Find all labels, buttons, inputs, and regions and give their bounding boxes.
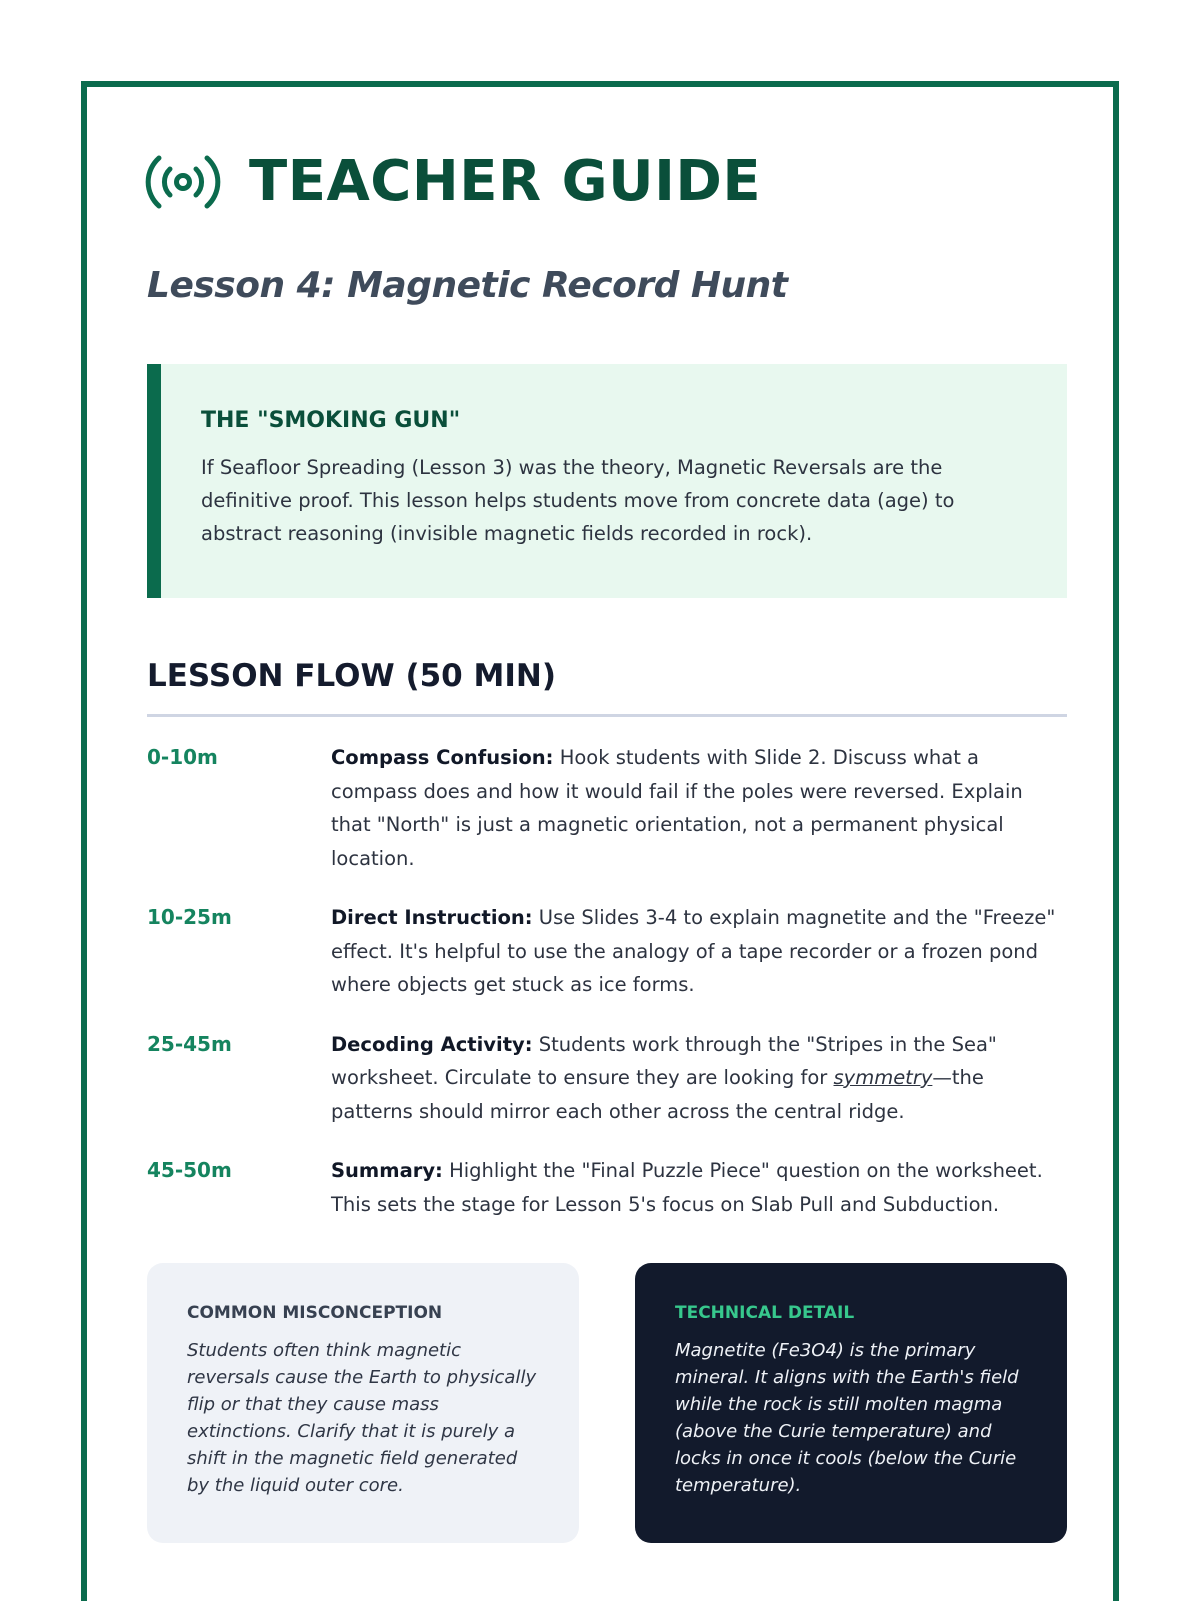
info-cards bbox=[147, 1263, 1067, 1543]
flow-label: Decoding Activity: bbox=[331, 1032, 533, 1056]
flow-time: 45-50m bbox=[147, 1158, 232, 1182]
flow-text: —the patterns should mirror each other across the central ridge. bbox=[331, 1066, 984, 1123]
flow-description bbox=[331, 1154, 1067, 1221]
flow-label: Summary: bbox=[331, 1159, 443, 1182]
technical-detail-heading: TECHNICAL DETAIL bbox=[675, 1303, 855, 1323]
flow-label: Compass Confusion: bbox=[331, 746, 554, 769]
flow-row bbox=[147, 1028, 1067, 1129]
callout-heading: THE "SMOKING GUN" bbox=[201, 408, 461, 433]
flow-text: Use Slides 3-4 to explain magnetite and the "Freeze" effect. It's helpful to use the analogy of a tape recorder or a frozen pond where objects get stuck as ice forms. bbox=[331, 906, 1056, 996]
flow-emphasis: symmetry bbox=[833, 1066, 933, 1089]
lesson-subtitle: Lesson 4: Magnetic Record Hunt bbox=[147, 265, 788, 306]
flow-description bbox=[331, 901, 1067, 1002]
page-title: TEACHER GUIDE bbox=[249, 149, 762, 214]
technical-detail-card bbox=[635, 1263, 1067, 1543]
flow-text: Highlight the "Final Puzzle Piece" question on the worksheet. This sets the stage for Lesson 5's focus on Slab Pull and Subduction. bbox=[331, 1159, 1043, 1216]
flow-row bbox=[147, 741, 1067, 875]
flow-text: Students work through the "Stripes in the Sea" worksheet. Circulate to ensure they are looking for bbox=[331, 1032, 997, 1089]
flow-time: 0-10m bbox=[147, 745, 218, 769]
callout-body: If Seafloor Spreading (Lesson 3) was the theory, Magnetic Reversals are the definitive proof. This lesson helps students move from concrete data (age) to abstract reasoning (invisible magnetic fields recorded in rock). bbox=[201, 456, 955, 545]
flow-row bbox=[147, 1154, 1067, 1221]
broadcast-icon bbox=[145, 152, 221, 212]
flow-label: Direct Instruction: bbox=[331, 906, 533, 929]
misconception-body: Students often think magnetic reversals cause the Earth to physically flip or that they cause mass extinctions. Clarify that it is purely a shift in the magnetic field generated by the liquid outer core. bbox=[187, 1340, 537, 1496]
misconception-card bbox=[147, 1263, 579, 1543]
smoking-gun-callout bbox=[147, 364, 1067, 598]
lesson-flow-heading: LESSON FLOW (50 MIN) bbox=[147, 658, 1067, 717]
misconception-heading: COMMON MISCONCEPTION bbox=[187, 1303, 443, 1323]
technical-detail-body: Magnetite (Fe3O4) is the primary mineral. It aligns with the Earth's field while the rock is still molten magma (above the Curie temperature) and locks in once it cools (below the Curie temperature). bbox=[675, 1340, 1019, 1496]
flow-time: 25-45m bbox=[147, 1031, 232, 1056]
page-frame bbox=[81, 81, 1119, 1601]
lesson-flow-list bbox=[147, 741, 1067, 1221]
flow-description bbox=[331, 1028, 1067, 1129]
flow-time: 10-25m bbox=[147, 905, 232, 929]
flow-row bbox=[147, 901, 1067, 1002]
guide-content bbox=[147, 147, 1067, 1543]
flow-text: Hook students with Slide 2. Discuss what a compass does and how it would fail if the poles were reversed. Explain that "North" is just a magnetic orientation, not a permanent physical location. bbox=[331, 746, 1023, 870]
flow-description bbox=[331, 741, 1067, 875]
title-row bbox=[147, 147, 1067, 217]
